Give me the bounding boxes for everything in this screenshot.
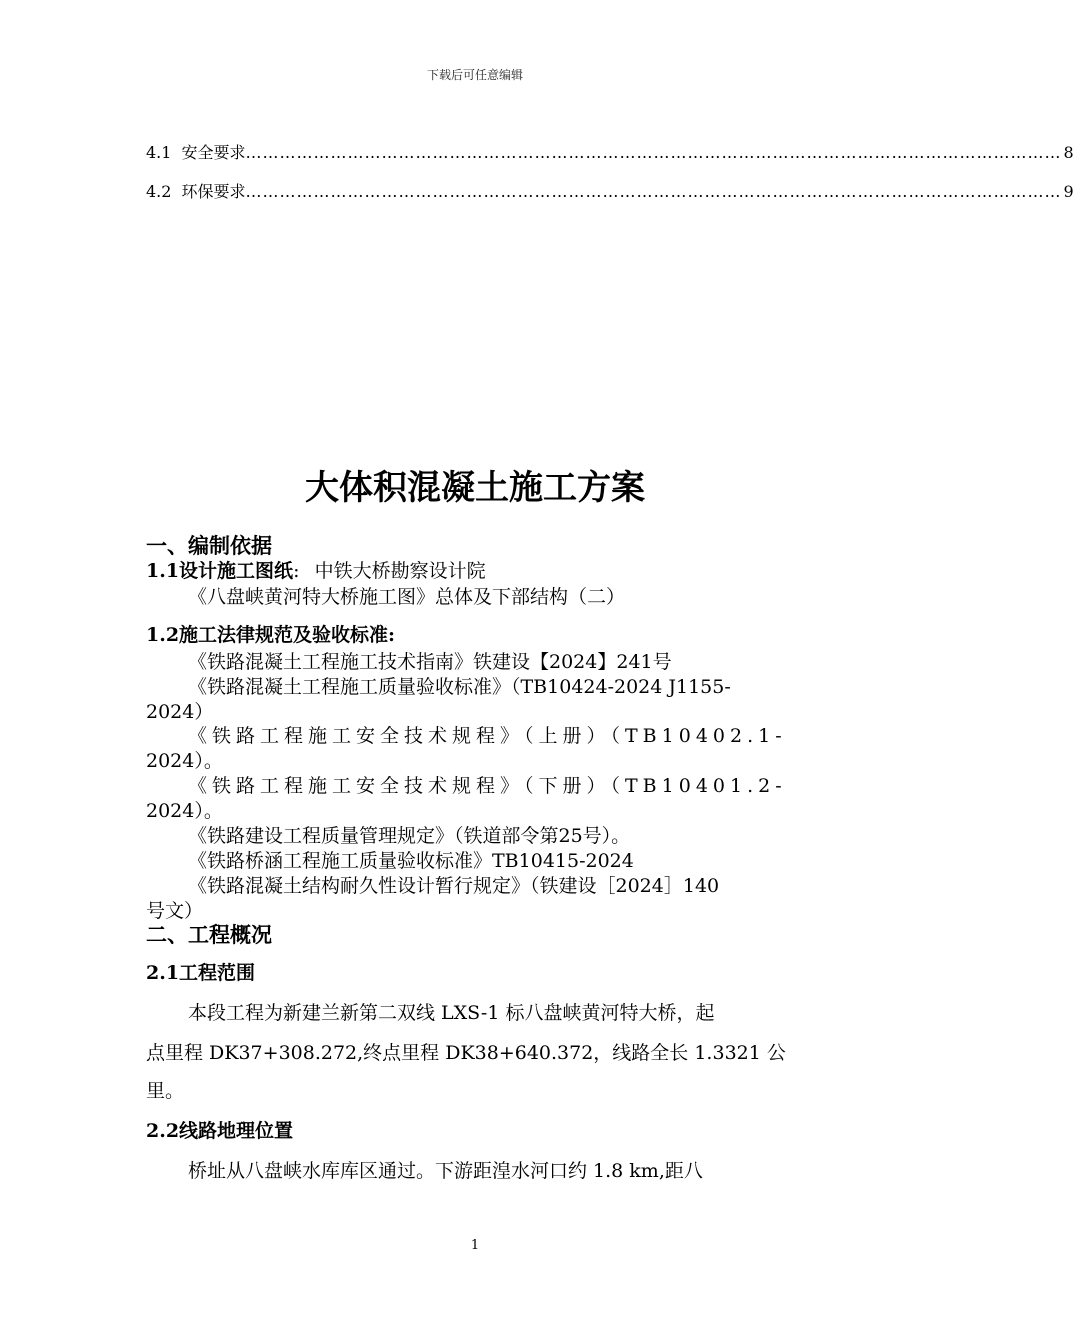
toc-leader-dots: ……………………………………………………………………………………………………………………………… — [245, 143, 1062, 162]
page-number: 1 — [470, 1238, 480, 1253]
subsection-label: 1.1设计施工图纸 — [146, 560, 294, 582]
subsection-1-1 — [146, 556, 486, 583]
toc-page: 8 — [1063, 143, 1074, 162]
reference-line: 《铁路混凝土结构耐久性设计暂行规定》（铁建设［2024］140 — [188, 875, 720, 897]
paragraph-line: 本段工程为新建兰新第二双线 LXS-1 标八盘峡黄河特大桥，起 — [188, 1002, 715, 1024]
section-heading: 一、编制依据 — [146, 534, 272, 558]
reference-line: 《铁路混凝土工程施工质量验收标准》（TB10424-2024 J1155- — [188, 676, 731, 698]
reference-line: 《铁路建设工程质量管理规定》（铁道部令第25号）。 — [188, 825, 631, 847]
header-note: 下载后可任意编辑 — [426, 68, 523, 82]
subsection-label: 2.1工程范围 — [146, 962, 256, 984]
reference-line: 《铁路工程施工安全技术规程》（下册）（TB10401.2- — [188, 775, 787, 797]
reference-line: 2024）。 — [146, 750, 223, 772]
toc-title: 环保要求 — [181, 182, 246, 201]
reference-line: 《铁路工程施工安全技术规程》（上册）（TB10402.1- — [188, 725, 787, 747]
paragraph-line: 里。 — [146, 1080, 185, 1102]
label-colon: : — [293, 560, 300, 582]
subsection-label: 2.2线路地理位置 — [146, 1120, 294, 1142]
paragraph-line: 桥址从八盘峡水库库区通过。下游距湟水河口约 1.8 km,距八 — [188, 1160, 703, 1182]
toc-title: 安全要求 — [181, 143, 246, 162]
reference-line: 2024） — [146, 701, 214, 723]
toc-number: 4.1 — [146, 143, 172, 162]
reference-line: 号文） — [146, 900, 204, 922]
toc-row[interactable] — [146, 179, 1074, 202]
toc-leader-dots: ……………………………………………………………………………………………………………………………… — [245, 182, 1062, 201]
body-line: 《八盘峡黄河特大桥施工图》总体及下部结构（二） — [188, 586, 626, 608]
paragraph-line: 点里程 DK37+308.272,终点里程 DK38+640.372，线路全长 1.3321 公 — [146, 1042, 786, 1064]
subsection-value: 中铁大桥勘察设计院 — [314, 560, 486, 582]
toc-number: 4.2 — [146, 182, 172, 201]
reference-line: 《铁路桥涵工程施工质量验收标准》TB10415-2024 — [188, 850, 634, 872]
subsection-label: 1.2施工法律规范及验收标准: — [146, 624, 396, 646]
toc-row[interactable] — [146, 140, 1074, 163]
reference-line: 《铁路混凝土工程施工技术指南》铁建设【2024】241号 — [188, 651, 672, 673]
section-heading: 二、工程概况 — [146, 923, 272, 947]
toc-page: 9 — [1063, 182, 1074, 201]
reference-line: 2024）。 — [146, 800, 223, 822]
document-title: 大体积混凝土施工方案 — [305, 468, 645, 508]
